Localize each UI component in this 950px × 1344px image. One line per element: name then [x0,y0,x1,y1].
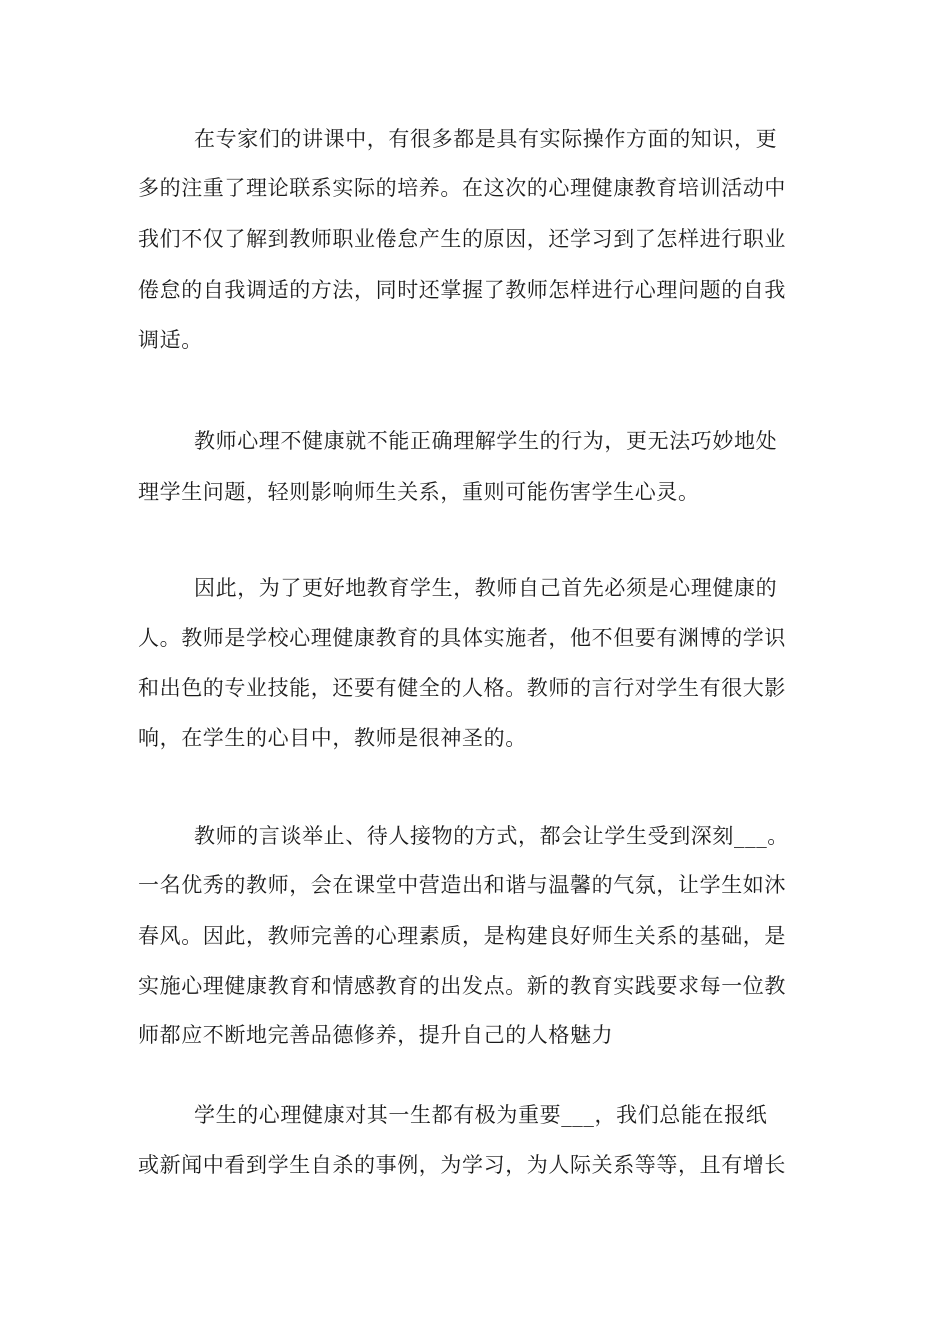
paragraph-line: 人。教师是学校心理健康教育的具体实施者，他不但要有渊博的学识 [138,626,786,650]
paragraph-line: 理学生问题，轻则影响师生关系，重则可能伤害学生心灵。 [138,480,700,504]
paragraph-line: 师都应不断地完善品德修养，提升自己的人格魅力 [138,1023,614,1047]
paragraph-line: 学生的心理健康对其一生都有极为重要___，我们总能在报纸 [194,1103,768,1127]
paragraph-line: 或新闻中看到学生自杀的事例，为学习，为人际关系等等，且有增长 [138,1153,786,1177]
paragraph-line: 和出色的专业技能，还要有健全的人格。教师的言行对学生有很大影 [138,676,786,700]
paragraph-line: 我们不仅了解到教师职业倦怠产生的原因，还学习到了怎样进行职业 [138,227,786,251]
paragraph-line: 多的注重了理论联系实际的培养。在这次的心理健康教育培训活动中 [138,176,786,200]
paragraph-line: 教师心理不健康就不能正确理解学生的行为，更无法巧妙地处 [194,429,778,453]
paragraph-line: 教师的言谈举止、待人接物的方式，都会让学生受到深刻___。 [194,824,789,848]
paragraph-line: 一名优秀的教师，会在课堂中营造出和谐与温馨的气氛，让学生如沐 [138,873,786,897]
paragraph-line: 春风。因此，教师完善的心理素质，是构建良好师生关系的基础，是 [138,924,786,948]
paragraph-line: 因此，为了更好地教育学生，教师自己首先必须是心理健康的 [194,576,778,600]
paragraph-line: 实施心理健康教育和情感教育的出发点。新的教育实践要求每一位教 [138,974,786,998]
paragraph-line: 调适。 [138,328,203,352]
paragraph-line: 在专家们的讲课中，有很多都是具有实际操作方面的知识，更 [194,127,778,151]
paragraph-line: 响，在学生的心目中，教师是很神圣的。 [138,726,527,750]
paragraph-line: 倦怠的自我调适的方法，同时还掌握了教师怎样进行心理问题的自我 [138,278,786,302]
